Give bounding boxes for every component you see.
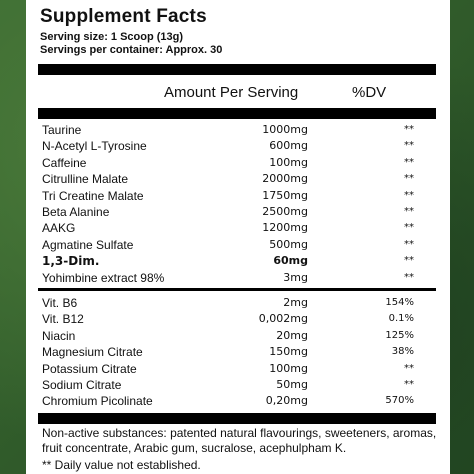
table-row xyxy=(42,138,440,154)
ingredient-dv: 154% xyxy=(385,297,414,308)
ingredient-amount: 2mg xyxy=(283,296,308,309)
ingredient-name: Beta Alanine xyxy=(42,204,110,219)
table-row xyxy=(42,204,440,220)
ingredient-amount: 60mg xyxy=(273,254,308,268)
divider-mid xyxy=(38,288,436,291)
ingredient-amount: 0,002mg xyxy=(258,312,308,326)
ingredient-name: Potassium Citrate xyxy=(42,361,137,376)
ingredient-name: Vit. B12 xyxy=(42,312,84,327)
table-row xyxy=(42,311,440,327)
ingredient-dv: ** xyxy=(404,362,414,374)
ingredient-dv: 38% xyxy=(391,346,414,358)
ingredient-dv: ** xyxy=(404,140,414,152)
table-row xyxy=(42,253,440,269)
ingredient-name: 1,3-Dim. xyxy=(42,254,100,269)
ingredient-amount: 3mg xyxy=(283,270,308,284)
ingredient-dv: ** xyxy=(404,189,414,201)
ingredient-list-group-2 xyxy=(42,295,440,410)
ingredient-name: Sodium Citrate xyxy=(42,377,122,392)
supplement-facts-panel xyxy=(26,0,450,474)
ingredient-name: Tri Creatine Malate xyxy=(42,188,144,203)
ingredient-amount: 2000mg xyxy=(262,172,308,186)
ingredient-dv: 125% xyxy=(385,329,414,341)
ingredient-amount: 500mg xyxy=(269,237,308,251)
ingredient-name: Vit. B6 xyxy=(42,296,78,310)
ingredient-dv: ** xyxy=(404,222,414,234)
table-row xyxy=(42,377,440,393)
serving-info xyxy=(40,31,222,57)
table-row xyxy=(42,295,440,311)
table-row xyxy=(42,237,440,253)
ingredient-name: Caffeine xyxy=(42,155,87,170)
table-row xyxy=(42,122,440,138)
table-row xyxy=(42,361,440,377)
ingredient-name: Magnesium Citrate xyxy=(42,345,143,360)
ingredient-dv: 570% xyxy=(385,395,414,407)
ingredient-dv: ** xyxy=(404,378,414,390)
table-row xyxy=(42,171,440,187)
ingredient-name: Niacin xyxy=(42,328,76,343)
footnote: ** Daily value not established. xyxy=(42,458,201,472)
ingredient-list-group-1 xyxy=(42,122,440,286)
ingredient-amount: 2500mg xyxy=(262,204,308,218)
divider-thick-header xyxy=(38,108,436,119)
ingredient-dv: ** xyxy=(404,271,414,283)
ingredient-name: N-Acetyl L-Tyrosine xyxy=(42,139,147,154)
table-row xyxy=(42,344,440,360)
ingredient-amount: 1750mg xyxy=(262,188,308,202)
table-row xyxy=(42,155,440,171)
ingredient-name: Taurine xyxy=(42,123,82,137)
ingredient-dv: ** xyxy=(404,205,414,217)
ingredient-dv: ** xyxy=(404,173,414,185)
ingredient-name: Citrulline Malate xyxy=(42,172,129,187)
ingredient-dv: 0.1% xyxy=(388,313,414,325)
table-row xyxy=(42,220,440,236)
table-row xyxy=(42,328,440,344)
table-row xyxy=(42,270,440,286)
ingredient-name: Chromium Picolinate xyxy=(42,394,153,409)
table-row xyxy=(42,188,440,204)
ingredient-dv: ** xyxy=(404,255,414,267)
ingredient-amount: 1000mg xyxy=(262,123,308,136)
header-dv: %DV xyxy=(352,84,387,101)
ingredient-amount: 100mg xyxy=(269,155,308,169)
ingredient-amount: 100mg xyxy=(269,361,308,375)
ingredient-name: Agmatine Sulfate xyxy=(42,237,134,252)
ingredient-amount: 50mg xyxy=(276,377,308,391)
ingredient-amount: 0,20mg xyxy=(265,394,308,408)
page-title: Supplement Facts xyxy=(40,6,207,27)
servings-per-container: Servings per container: Approx. 30 xyxy=(40,44,223,56)
ingredient-dv: ** xyxy=(404,124,414,135)
ingredient-amount: 1200mg xyxy=(262,221,308,235)
ingredient-dv: ** xyxy=(404,156,414,168)
divider-thick-top xyxy=(38,64,436,75)
table-row xyxy=(42,393,440,409)
ingredient-amount: 20mg xyxy=(276,328,308,342)
ingredient-amount: 150mg xyxy=(269,345,308,359)
ingredient-name: AAKG xyxy=(42,221,76,236)
ingredient-name: Yohimbine extract 98% xyxy=(42,270,165,285)
divider-thick-bottom xyxy=(38,413,436,424)
ingredient-amount: 600mg xyxy=(269,139,308,153)
non-active-substances: Non-active substances: patented natural flavourings, sweeteners, aromas, fruit concentrate, Arabic gum, sucralose, acephulpham K. xyxy=(42,426,437,455)
header-amount-per-serving: Amount Per Serving xyxy=(164,84,299,101)
ingredient-dv: ** xyxy=(404,238,414,250)
serving-size: Serving size: 1 Scoop (13g) xyxy=(40,31,184,43)
